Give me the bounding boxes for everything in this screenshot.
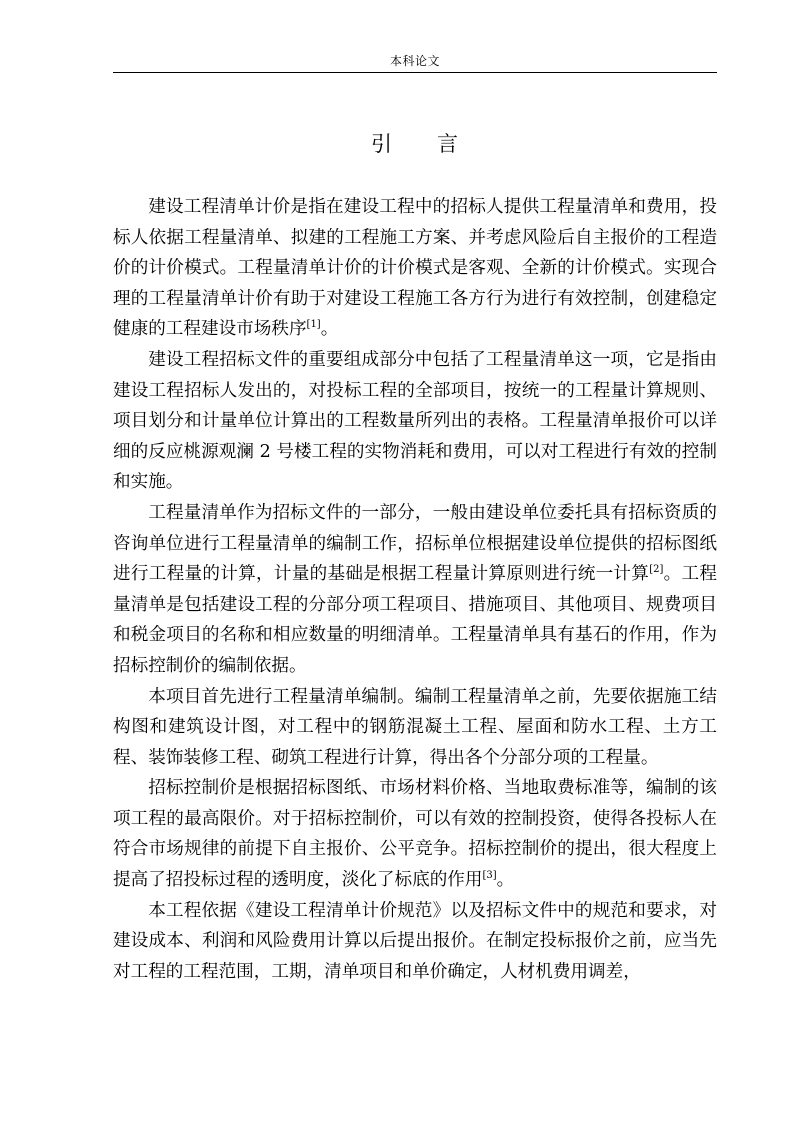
paragraph-text: 工程量清单作为招标文件的一部分，一般由建设单位委托具有招标资质的咨询单位进行工程量清单的编制工作，招标单位根据建设单位提供的招标图纸进行工程量的计算，计量的基础是根据工程量计算原则进行统一计算 — [113, 502, 717, 585]
paragraph-text-tail: 。工程量清单是包括建设工程的分部分项工程项目、措施项目、其他项目、规费项目和税金项目的名称和相应数量的明细清单。工程量清单具有基石的作用，作为招标控制价的编制依据。 — [113, 564, 717, 676]
body-text — [113, 192, 717, 987]
header-rule — [113, 72, 717, 73]
paragraph-text: 招标控制价是根据招标图纸、市场材料价格、当地取费标准等，编制的该项工程的最高限价。对于招标控制价，可以有效的控制投资，使得各投标人在符合市场规律的前提下自主报价、公平竞争。招标控制价的提出，很大程度上提高了招投标过程的透明度，淡化了标底的作用 — [113, 778, 717, 891]
citation-marker: [3] — [482, 870, 497, 882]
citation-marker: [2] — [649, 564, 664, 576]
paragraph-text: 本工程依据《建设工程清单计价规范》以及招标文件中的规范和要求，对建设成本、利润和风险费用计算以后提出报价。在制定投标报价之前，应当先对工程的工程范围，工期，清单项目和单价确定，人材机费用调差， — [113, 900, 717, 982]
paragraph-text: 本项目首先进行工程量清单编制。编制工程量清单之前，先要依据施工结构图和建筑设计图，对工程中的钢筋混凝土工程、屋面和防水工程、土方工程、装饰装修工程、砌筑工程进行计算，得出各个分部分项的工程量。 — [113, 686, 717, 768]
paragraph-4 — [113, 682, 717, 774]
paragraph-6 — [113, 896, 717, 988]
paragraph-1 — [113, 192, 717, 345]
paragraph-text-tail: 。 — [496, 870, 515, 891]
paragraph-5 — [113, 773, 717, 895]
section-title — [113, 128, 717, 160]
running-header: 本科论文 — [389, 54, 440, 68]
paragraph-text: 建设工程清单计价是指在建设工程中的招标人提供工程量清单和费用，投标人依据工程量清单、拟建的工程施工方案、并考虑风险后自主报价的工程造价的计价模式。工程量清单计价的计价模式是客观、全新的计价模式。实现合理的工程量清单计价有助于对建设工程施工各方行为进行有效控制，创建稳定健康的工程建设市场秩序 — [113, 197, 717, 340]
paragraph-2 — [113, 345, 717, 498]
section-title-char-1: 引 — [371, 132, 393, 156]
paragraph-3 — [113, 498, 717, 682]
paragraph-text: 建设工程招标文件的重要组成部分中包括了工程量清单这一项，它是指由建设工程招标人发出的，对投标工程的全部项目，按统一的工程量计算规则、项目划分和计量单位计算出的工程数量所列出的表格。工程量清单报价可以详细的反应桃源观澜 2 号楼工程的实物消耗和费用，可以对工程进行有效的控制和实施。 — [113, 349, 717, 493]
paragraph-text-tail: 。 — [320, 319, 339, 340]
citation-marker: [1] — [306, 319, 321, 331]
section-title-char-2: 言 — [437, 132, 459, 156]
